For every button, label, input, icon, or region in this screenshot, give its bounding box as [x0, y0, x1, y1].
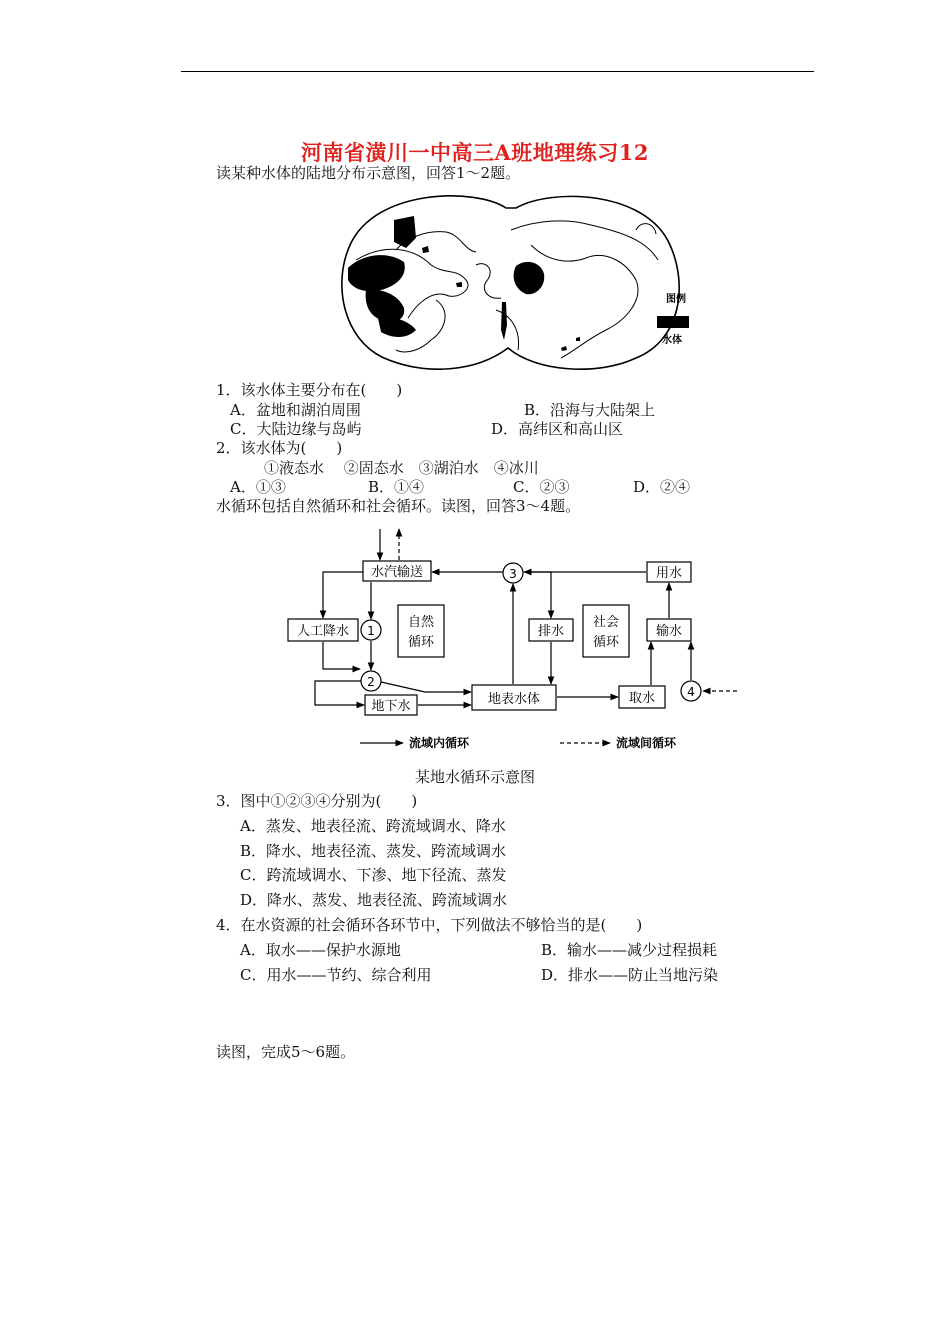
q2-option-a: A．①③: [230, 478, 286, 496]
label-social-1: 社会: [592, 615, 620, 630]
node-2: 2: [367, 675, 375, 689]
label-water-transport: 输水: [655, 624, 683, 639]
q4-option-b: B．输水——减少过程损耗: [541, 941, 718, 959]
q4-stem: 4．在水资源的社会循环各环节中，下列做法不够恰当的是( ): [216, 916, 643, 934]
q3-option-c: C．跨流域调水、下渗、地下径流、蒸发: [240, 866, 507, 884]
map-legend-label: 水体: [662, 335, 682, 346]
q1-stem: 1．该水体主要分布在( ): [216, 381, 403, 399]
q2-option-c: C．②③: [513, 478, 570, 496]
label-water-use: 用水: [655, 566, 683, 581]
label-drainage: 排水: [537, 624, 565, 639]
legend-between-basins: 流域间循环: [616, 736, 677, 750]
intro-q5-6: 读图，完成5～6题。: [216, 1043, 356, 1061]
node-3: 3: [509, 567, 517, 581]
label-social-2: 循环: [592, 635, 620, 650]
q2-stem: 2．该水体为( ): [216, 439, 343, 457]
q4-option-d: D．排水——防止当地污染: [541, 966, 719, 984]
q2-option-d: D．②④: [633, 478, 691, 496]
label-surface-water: 地表水体: [487, 692, 541, 707]
label-natural-2: 循环: [407, 635, 435, 650]
q1-option-a: A．盆地和湖泊周围: [230, 401, 361, 419]
q1-option-b: B．沿海与大陆架上: [524, 401, 656, 419]
legend-in-basin: 流域内循环: [409, 736, 470, 750]
q4-option-a: A．取水——保护水源地: [240, 941, 401, 959]
q3-option-a: A．蒸发、地表径流、跨流域调水、降水: [240, 817, 506, 835]
intro-q1-2: 读某种水体的陆地分布示意图，回答1～2题。: [216, 164, 521, 182]
page-title: 河南省潢川一中高三A班地理练习12: [300, 140, 650, 165]
diagram-legend: [360, 735, 677, 750]
label-groundwater: 地下水: [371, 699, 411, 714]
q3-option-d: D．降水、蒸发、地表径流、跨流域调水: [240, 891, 508, 909]
label-intake: 取水: [628, 691, 656, 706]
map-legend-swatch: [657, 316, 689, 328]
label-natural-1: 自然: [407, 615, 435, 630]
header-rule: [181, 71, 814, 72]
diagram-caption: 某地水循环示意图: [414, 768, 535, 786]
q3-stem: 3．图中①②③④分别为( ): [216, 792, 418, 810]
intro-q3-4: 水循环包括自然循环和社会循环。读图，回答3～4题。: [216, 497, 581, 515]
map-legend-title: 图例: [666, 294, 686, 305]
node-1: 1: [367, 624, 375, 638]
q1-option-c: C．大陆边缘与岛屿: [230, 420, 362, 438]
water-distribution-map: [336, 190, 696, 370]
q2-option-b: B．①④: [368, 478, 425, 496]
node-4: 4: [687, 685, 695, 699]
label-vapor: 水汽输送: [370, 565, 424, 580]
q1-option-d: D．高纬区和高山区: [491, 420, 624, 438]
q2-items: ①液态水 ②固态水 ③湖泊水 ④冰川: [264, 459, 539, 477]
q4-option-c: C．用水——节约、综合利用: [240, 966, 432, 984]
water-cycle-diagram: [285, 525, 745, 755]
q3-option-b: B．降水、地表径流、蒸发、跨流域调水: [240, 842, 507, 860]
label-artificial-rain: 人工降水: [296, 624, 350, 639]
